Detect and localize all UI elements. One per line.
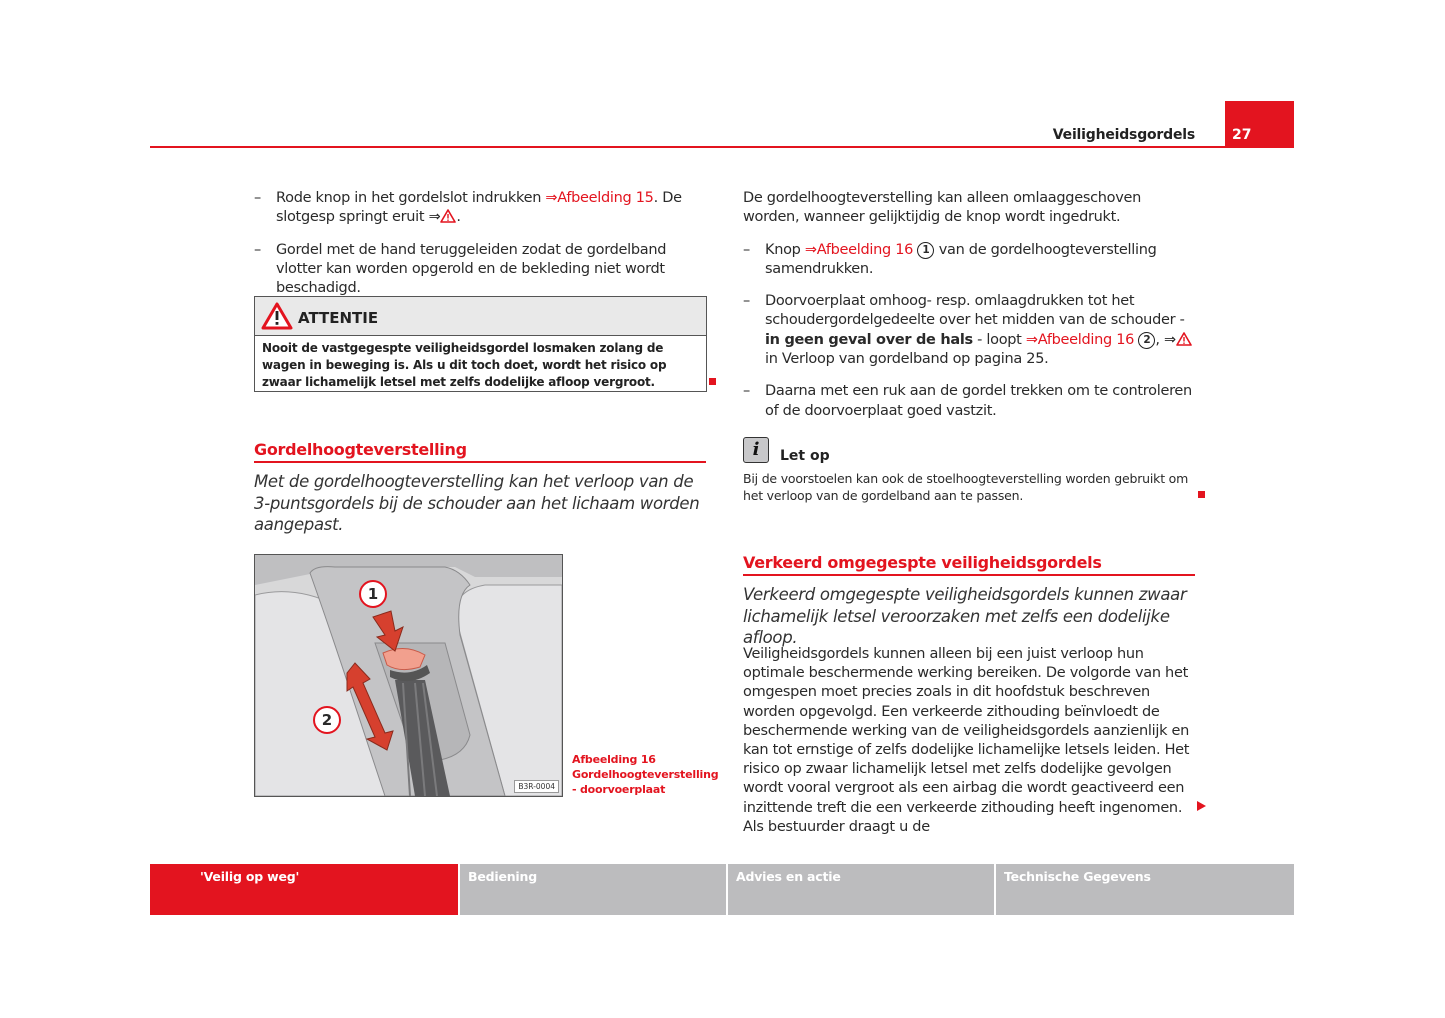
belt-adjuster-illustration bbox=[255, 555, 562, 796]
list-text: in Verloop van gordelband op pagina 25. bbox=[765, 351, 1049, 368]
list-text: Rode knop in het gordelslot indrukken bbox=[276, 190, 546, 206]
list-text: , ⇒ bbox=[1155, 331, 1176, 348]
left-instructions bbox=[254, 189, 708, 298]
figure-link[interactable]: ⇒Afbeelding 16 bbox=[804, 241, 914, 258]
list-text: Daarna met een ruk aan de gordel trekken om te controleren of de doorvoerplaat goed vastzit. bbox=[765, 383, 1192, 419]
callout-2: 2 bbox=[313, 706, 341, 734]
list-text: Gordel met de hand teruggeleiden zodat de gordelband vlotter kan worden opgerold en de bekleding niet wordt beschadigd. bbox=[276, 241, 667, 297]
header-rule bbox=[150, 146, 1226, 148]
footer-tab-advies-en-actie[interactable] bbox=[728, 864, 994, 915]
warning-box bbox=[254, 296, 707, 392]
chapter-title: Veiligheidsgordels bbox=[1052, 127, 1195, 143]
list-text: Knop bbox=[765, 241, 805, 258]
warning-triangle-icon[interactable] bbox=[1176, 332, 1192, 346]
footer-tab-label: 'Veilig op weg' bbox=[200, 869, 300, 884]
warning-header bbox=[255, 297, 706, 336]
list-dash: – bbox=[743, 293, 750, 310]
list-text: - loopt bbox=[972, 331, 1026, 348]
list-dash: – bbox=[254, 241, 261, 258]
section-heading: Gordelhoogteverstelling bbox=[254, 440, 467, 459]
figure-code: B3R-0004 bbox=[514, 780, 559, 793]
figure-caption: Afbeelding 16 Gordelhoogteverstelling - doorvoerplaat bbox=[572, 753, 719, 796]
warning-title: ATTENTIE bbox=[298, 309, 379, 327]
paragraph: De gordelhoogteverstelling kan alleen omlaaggeschoven worden, wanneer gelijktijdig de knop wordt ingedrukt. bbox=[743, 190, 1142, 226]
footer-tab-label: Technische Gegevens bbox=[1004, 869, 1151, 884]
section-intro: Met de gordelhoogteverstelling kan het verloop van de 3-puntsgordels bij de schouder aan het lichaam worden aangepast. bbox=[254, 472, 700, 535]
footer-tab-technische-gegevens[interactable] bbox=[996, 864, 1294, 915]
figure-link[interactable]: ⇒Afbeelding 16 bbox=[1025, 331, 1135, 348]
list-text: . bbox=[456, 209, 461, 226]
list-text: . De slotgesp springt eruit ⇒ bbox=[276, 190, 682, 226]
list-dash: – bbox=[254, 190, 261, 206]
note-title: Let op bbox=[780, 448, 830, 464]
list-item bbox=[254, 241, 708, 299]
callout-ref-1: 1 bbox=[917, 242, 934, 259]
section-end-marker bbox=[709, 378, 716, 385]
figure-belt-height-adjuster bbox=[254, 554, 563, 797]
callout-1: 1 bbox=[359, 580, 387, 608]
footer-tab-label: Bediening bbox=[468, 869, 537, 884]
list-dash: – bbox=[743, 241, 750, 258]
emphasis-text: in geen geval over de hals bbox=[765, 331, 973, 348]
section-heading-rule bbox=[743, 574, 1195, 576]
page-number-tab bbox=[1225, 101, 1294, 148]
list-dash: – bbox=[743, 383, 750, 400]
info-icon: i bbox=[743, 437, 769, 463]
right-instructions bbox=[743, 189, 1198, 421]
list-text: van de gordelhoogteverstelling samendrukken. bbox=[765, 241, 1157, 277]
section-end-marker bbox=[1198, 491, 1205, 498]
continue-arrow-icon bbox=[1197, 801, 1206, 811]
section-body: Veiligheidsgordels kunnen alleen bij een juist verloop hun optimale beschermende werking bereiken. De volgorde van het omgespen moet precies zoals in dit hoofdstuk beschreven worden opgevolgd. Een verkeerde zithouding beïnvloedt de beschermende werking van de veiligheidsgordels aanzienlijk en kan tot ernstige of zelfs dodelijke lichamelijke letsels leiden. Het risico op zwaar lichamelijk letsel met zelfs dodelijke gevolgen wordt vooral vergroot als een airbag die wordt geactiveerd een inzittende treft die een verkeerde zithouding heeft ingenomen. Als bestuurder draagt u de bbox=[743, 646, 1190, 835]
page-number: 27 bbox=[1232, 127, 1252, 143]
callout-ref-2: 2 bbox=[1138, 332, 1155, 349]
warning-triangle-icon bbox=[261, 302, 293, 330]
figure-link[interactable]: ⇒Afbeelding 15 bbox=[545, 190, 654, 206]
footer-tab-veilig-op-weg[interactable] bbox=[150, 864, 458, 915]
section-intro: Verkeerd omgegespte veiligheidsgordels kunnen zwaar lichamelijk letsel veroorzaken met zelfs een dodelijke afloop. bbox=[743, 585, 1187, 648]
section-heading-rule bbox=[254, 461, 706, 463]
note-text: Bij de voorstoelen kan ook de stoelhoogteverstelling worden gebruikt om het verloop van de gordelband aan te passen. bbox=[743, 471, 1189, 503]
warning-text: Nooit de vastgegespte veiligheidsgordel losmaken zolang de wagen in beweging is. Als u dit toch doet, wordt het risico op zwaar lichamelijk letsel met zelfs dodelijke afloop vergroot. bbox=[262, 341, 667, 389]
list-item bbox=[254, 189, 708, 228]
warning-triangle-icon[interactable] bbox=[440, 209, 456, 223]
section-heading: Verkeerd omgegespte veiligheidsgordels bbox=[743, 553, 1102, 572]
footer-tab-label: Advies en actie bbox=[736, 869, 841, 884]
footer-tab-bediening[interactable] bbox=[460, 864, 726, 915]
list-text: Doorvoerplaat omhoog- resp. omlaagdrukken tot het schoudergordelgedeelte over het midden van de schouder - bbox=[765, 293, 1185, 329]
list-item bbox=[743, 292, 1198, 369]
list-item bbox=[743, 241, 1198, 280]
list-item bbox=[743, 382, 1198, 421]
